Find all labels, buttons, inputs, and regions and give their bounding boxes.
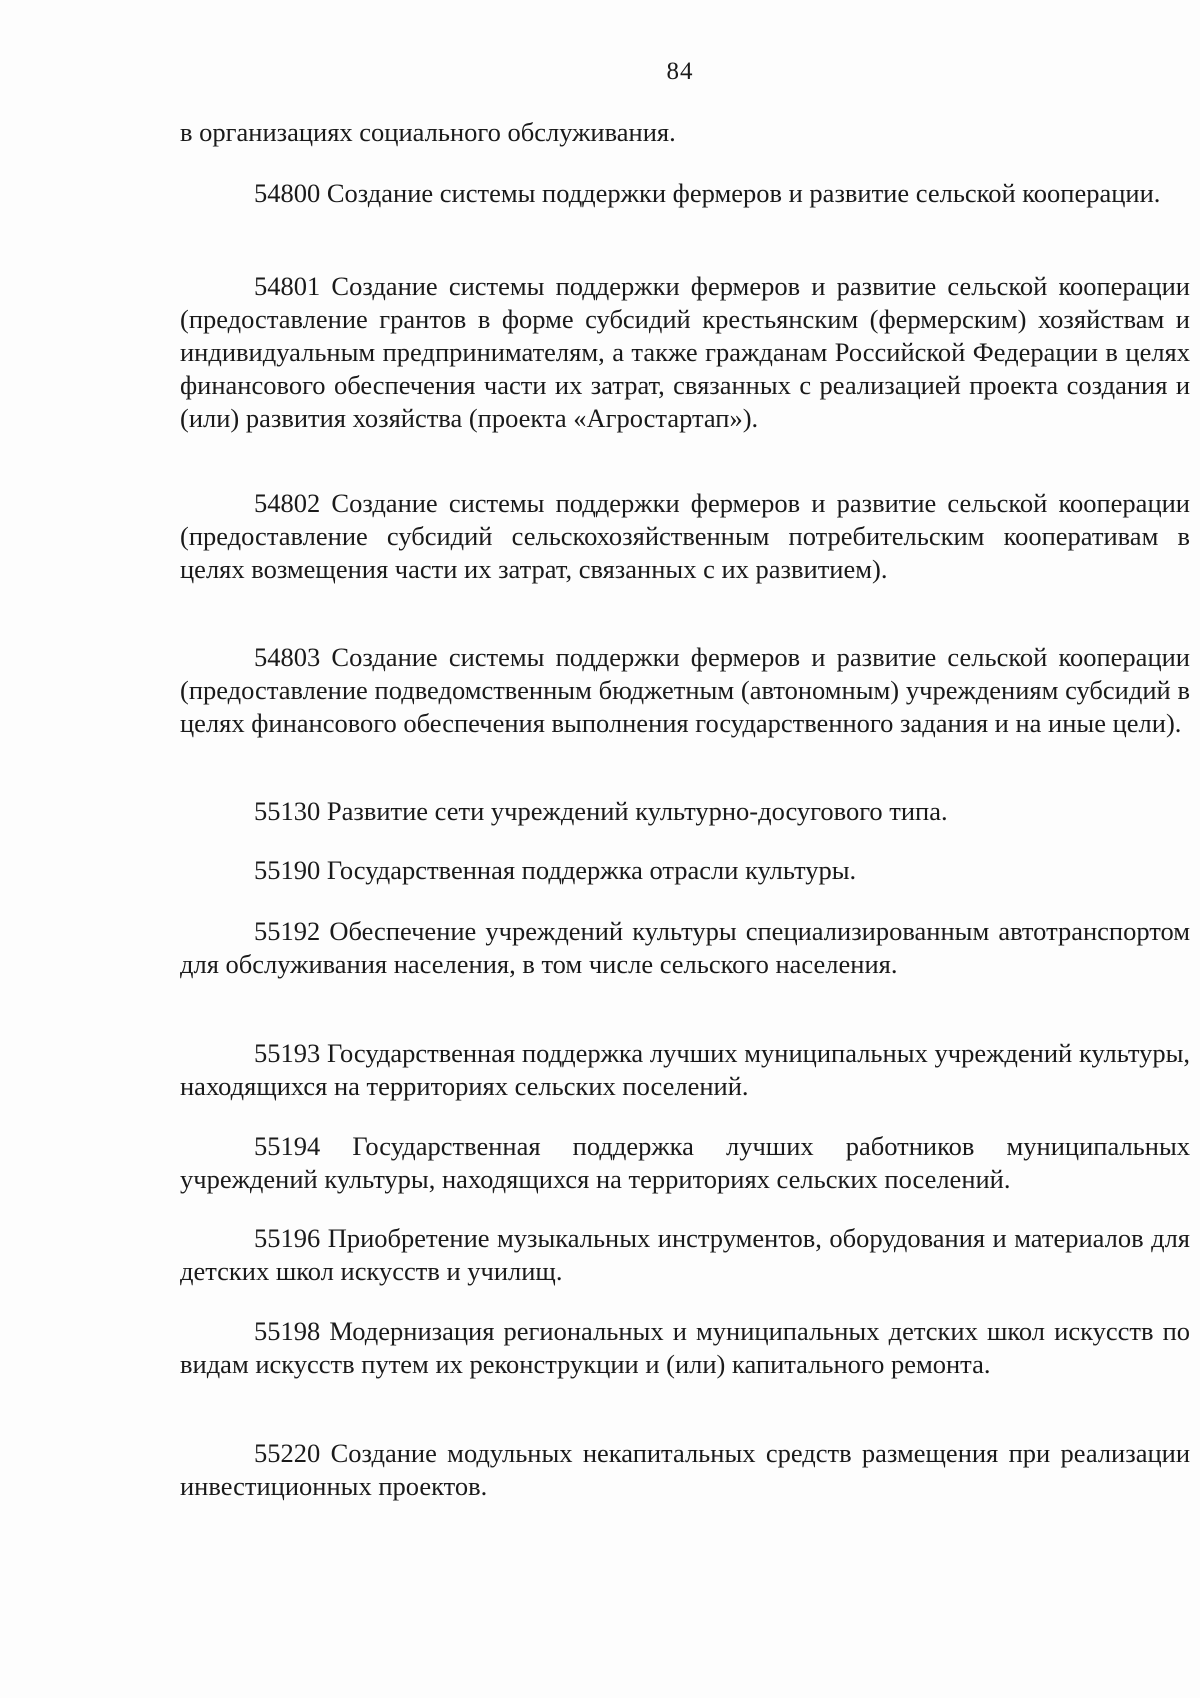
paragraph-55220 (180, 1437, 1190, 1503)
paragraph-code: 54803 (254, 642, 321, 672)
paragraph-text: Создание системы поддержки фермеров и развитие сельской кооперации. (326, 178, 1161, 208)
paragraph-code: 54800 (254, 178, 321, 208)
paragraph-code: 55198 (254, 1316, 321, 1346)
paragraph-code: 55130 (254, 796, 321, 826)
paragraph-text: Создание системы поддержки фермеров и развитие сельской кооперации (предоставление подведомственным бюджетным (автономным) учреждениям субсидий в целях финансового обеспечения выполнения государственного задания и на иные цели). (180, 642, 1190, 738)
paragraph-55192 (180, 915, 1190, 981)
paragraph-54800 (180, 177, 1190, 210)
paragraph-text: Обеспечение учреждений культуры специализированным автотранспортом для обслуживания населения, в том числе сельского населения. (180, 916, 1191, 979)
page-number: 84 (666, 58, 694, 85)
paragraph-code: 55196 (254, 1223, 321, 1253)
paragraph-code: 55192 (254, 916, 321, 946)
paragraph-code: 55194 (254, 1131, 321, 1161)
paragraph-code: 54801 (254, 271, 321, 301)
paragraph-54802 (180, 487, 1190, 586)
paragraph-55198 (180, 1315, 1190, 1381)
paragraph-code: 55220 (254, 1438, 321, 1468)
paragraph-55194 (180, 1130, 1190, 1196)
paragraph-55190 (180, 854, 1190, 887)
paragraph-text: Создание модульных некапитальных средств размещения при реализации инвестиционных проектов. (180, 1438, 1191, 1501)
paragraph-55130 (180, 795, 1190, 828)
paragraph-code: 54802 (254, 488, 321, 518)
paragraph-text: Создание системы поддержки фермеров и развитие сельской кооперации (предоставление грантов в форме субсидий крестьянским (фермерским) хозяйствам и индивидуальным предпринимателям, а также гражданам Российской Федерации в целях финансового обеспечения части их затрат, связанных с реализацией проекта создания и (или) развития хозяйства (проекта «Агростартап»). (180, 271, 1190, 433)
paragraph-text: Приобретение музыкальных инструментов, оборудования и материалов для детских школ искусств и училищ. (180, 1223, 1190, 1286)
paragraph-text: Создание системы поддержки фермеров и развитие сельской кооперации (предоставление субсидий сельскохозяйственным потребительским кооперативам в целях возмещения части их затрат, связанных с их развитием). (180, 488, 1190, 584)
paragraph-55196 (180, 1222, 1190, 1288)
paragraph-text: Модернизация региональных и муниципальных детских школ искусств по видам искусств путем их реконструкции и (или) капитального ремонта. (180, 1316, 1191, 1379)
paragraph-text: Государственная поддержка отрасли культуры. (326, 855, 857, 885)
paragraph-54801 (180, 270, 1190, 435)
continuation-text: в организациях социального обслуживания. (180, 117, 676, 147)
paragraph-54803 (180, 641, 1190, 740)
paragraph-text: Государственная поддержка лучших муниципальных учреждений культуры, находящихся на территориях сельских поселений. (180, 1038, 1191, 1101)
paragraph-text: Государственная поддержка лучших работников муниципальных учреждений культуры, находящихся на территориях сельских поселений. (180, 1131, 1190, 1194)
paragraph-code: 55193 (254, 1038, 321, 1068)
paragraph-code: 55190 (254, 855, 321, 885)
paragraph-55193 (180, 1037, 1190, 1103)
paragraph-text: Развитие сети учреждений культурно-досугового типа. (326, 796, 948, 826)
